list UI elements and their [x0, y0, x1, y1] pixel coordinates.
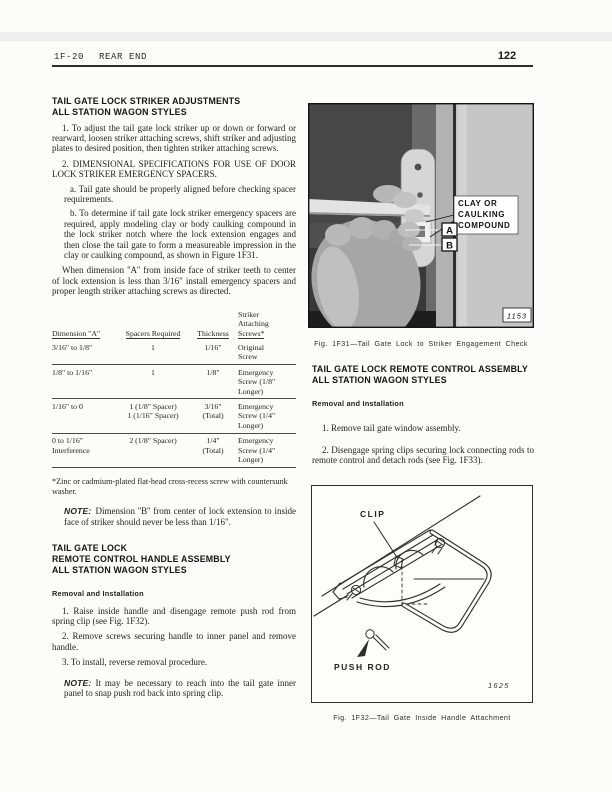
figure-1f31-caption: Fig. 1F31—Tail Gate Lock to Striker Engagement Check: [314, 339, 528, 348]
knuckle: [349, 217, 375, 239]
scan-artifact-band: [0, 32, 612, 41]
section2-heading-line2: REMOTE CONTROL HANDLE ASSEMBLY: [52, 554, 231, 565]
header-rule: [52, 65, 533, 67]
handle-line-art: [314, 496, 489, 630]
section1-item-b: b. To determine if tail gate lock striker emergency spacers are required, apply modeling clay or body caulking compound in the lock striker notch where the lock extension engages and then close the tail gate to form a measureable impression in the clay or caulking compound, as shown in Figure 1F31.: [64, 208, 296, 261]
finger: [402, 237, 422, 251]
section1-heading: [52, 96, 296, 118]
striker-screw: [417, 192, 423, 198]
table-header-spacers: Spacers Required: [125, 328, 181, 338]
note-label: NOTE:: [64, 677, 92, 688]
note-label: NOTE:: [64, 506, 92, 517]
table-row: 0 to 1/16" Interference 2 (1/8" Spacer) 1/4" (Total) Emergency Screw (1/4" Longer): [52, 434, 296, 468]
section1-para2: 2. DIMENSIONAL SPECIFICATIONS FOR USE OF DOOR LOCK STRIKER EMERGENCY SPACERS.: [52, 158, 296, 180]
finger: [404, 209, 424, 223]
table-header-screws: Striker Attaching Screws*: [238, 309, 269, 338]
table-row: 3/16" to 1/8" 1 1/16" Original Screw: [52, 340, 296, 365]
section2-heading-line3: ALL STATION WAGON STYLES: [52, 564, 187, 575]
figure-1f32-caption: Fig. 1F32—Tail Gate Inside Handle Attachment: [333, 713, 511, 722]
section1-heading-line1: TAIL GATE LOCK STRIKER ADJUSTMENTS: [52, 96, 241, 106]
figure-1f32-drawing: [311, 485, 533, 703]
table-header-row: [52, 310, 296, 341]
push-rod-arrow: [357, 639, 369, 657]
section1-para3: When dimension ''A'' from inside face of striker teeth to center of lock extension is less than 3/16" install emergency spacers and proper length striker attaching screws as directed.: [52, 265, 296, 297]
section2-heading: [52, 543, 296, 575]
section1-item-a: a. Tail gate should be properly aligned before checking spacer requirements.: [64, 183, 296, 205]
header-section-code: 1F-20: [54, 52, 85, 62]
photo-number: 1153: [506, 311, 528, 321]
knuckle: [325, 224, 351, 246]
section2-step2: 2. Remove screws securing handle to inner panel and remove handle.: [52, 631, 296, 652]
dim-b-label: B: [446, 240, 453, 252]
clip-label: CLIP: [360, 509, 386, 519]
striker-screw: [415, 164, 422, 171]
note-dimension-b: NOTE: Dimension ''B'' from center of lock extension to inside face of striker should never be less than 1/16".: [64, 506, 296, 527]
section1-heading-line2: ALL STATION WAGON STYLES: [52, 106, 187, 117]
right-section-heading-line2: ALL STATION WAGON STYLES: [312, 374, 447, 385]
callout-text-line3: COMPOUND: [458, 221, 511, 230]
right-section-heading-line1: TAIL GATE LOCK REMOTE CONTROL ASSEMBLY: [312, 364, 528, 374]
note-push-rod: NOTE: It may be necessary to reach into the tail gate inner panel to snap push rod back into spring clip.: [64, 677, 296, 699]
handle-details: [347, 522, 484, 650]
spacer-spec-table: [52, 310, 296, 468]
section2-subheading: Removal and Installation: [52, 588, 144, 598]
table-header-dimension: Dimension "A": [52, 328, 101, 338]
header-section-title: REAR END: [99, 52, 148, 62]
drawing-number: 1625: [488, 681, 510, 690]
section2-step1: 1. Raise inside handle and disengage remote push rod from spring clip (see Fig. 1F32).: [52, 605, 296, 627]
right-section-heading: [312, 364, 534, 386]
figure-1f31-photo: [308, 103, 534, 328]
section1-para1: 1. To adjust the tail gate lock striker up or down or forward or rearward, loosen striker attaching screws, shift striker and adjusting plates to desired position, then tighten striker attaching screws.: [52, 122, 296, 154]
table-row: 1/16" to 0 1 (1/8" Spacer) 1 (1/16" Spacer) 3/16" (Total) Emergency Screw (1/4" Longer): [52, 399, 296, 433]
section2-step3: 3. To install, reverse removal procedure.: [62, 657, 208, 668]
right-section-step2: 2. Disengage spring clips securing lock connecting rods to remote control and detach rods (see Fig. 1F33).: [312, 445, 534, 466]
table-header-thickness: Thickness: [197, 328, 229, 338]
right-section-step1: 1. Remove tail gate window assembly.: [322, 423, 461, 433]
clip-leader-line: [374, 522, 398, 559]
table-footnote: *Zinc or cadmium-plated flat-head cross-recess screw with countersunk washer.: [52, 476, 288, 496]
section2-heading-line1: TAIL GATE LOCK: [52, 543, 128, 554]
push-rod-label: PUSH ROD: [334, 662, 391, 672]
callout-text-line2: CAULKING: [458, 210, 506, 219]
table-row: 1/8" to 1/16" 1 1/8" Emergency Screw (1/8" Longer): [52, 365, 296, 399]
header-page-number: 122: [497, 50, 517, 62]
callout-text-line1: CLAY OR: [458, 199, 498, 208]
right-section-subheading: Removal and Installation: [312, 399, 404, 408]
finger: [393, 192, 417, 208]
left-column: [52, 96, 296, 699]
dim-a-label: A: [446, 225, 453, 237]
